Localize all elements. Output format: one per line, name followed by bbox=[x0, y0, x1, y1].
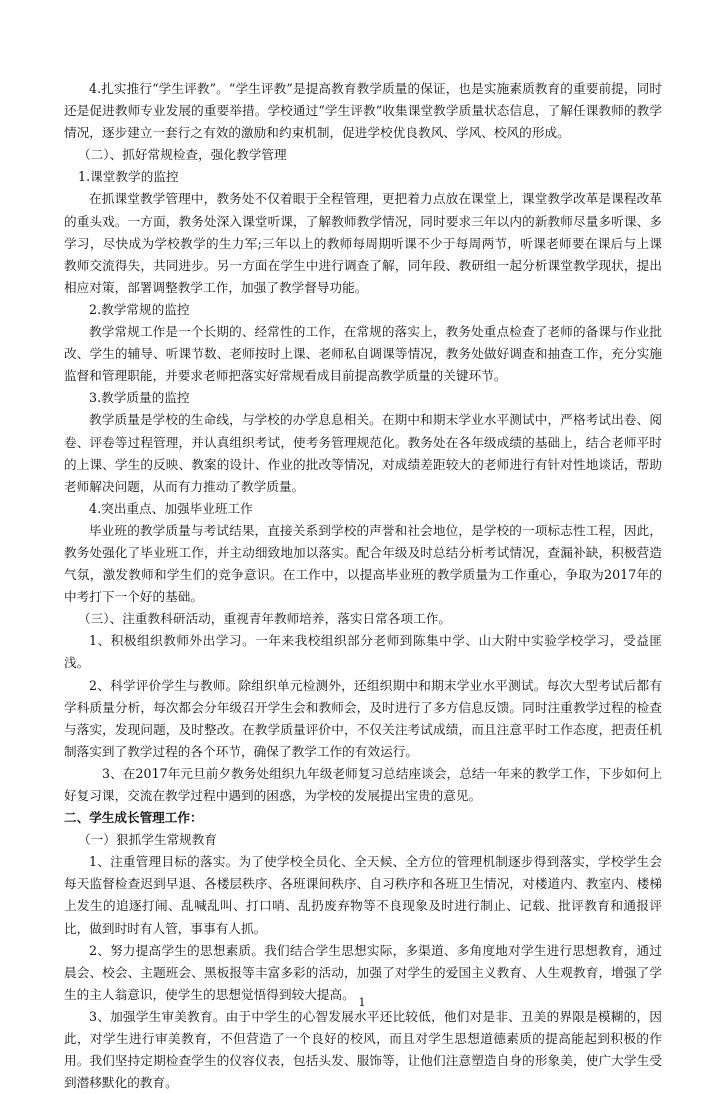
section-heading-research: （三）、注重教科研活动，重视青年教师培养，落实日常各项工作。 bbox=[78, 611, 452, 627]
subheading-graduating-class: 4.突出重点、加强毕业班工作 bbox=[89, 500, 253, 516]
paragraph-evaluation: 2、科学评价学生与教师。除组织单元检测外，还组织期中和期末学业水平测试。每次大型考试后都有学科质量分析，每次都会分年级召开学生会和教师会，及时进行了多方信息反馈。同时注重教学过程的检查与落实，发现问题，及时整改。在教学质量评价中，不仅关注考试成绩，而且注意平时工作态度，把责任机制落实到了教学过程的各个环节，确保了教学工作的有效运行。 bbox=[64, 677, 662, 759]
section-heading-routine-education: （一）狠抓学生常规教育 bbox=[78, 832, 218, 848]
paragraph-ideological-quality: 2、努力提高学生的思想素质。我们结合学生思想实际，多渠道、多角度地对学生进行思想教育，通过晨会、校会、主题班会、黑板报等丰富多彩的活动，加强了对学生的爱国主义教育、人生观教育，增强了学生的主人翁意识，使学生的思想觉悟得到较大提高。 bbox=[64, 942, 662, 1002]
paragraph-aesthetic-education: 3、加强学生审美教育。由于中学生的心智发展水平还比较低，他们对是非、丑美的界限是模糊的，因此，对学生进行审美教育，不但营造了一个良好的校风，而且对学生思想道德素质的提高能起到积极的作用。我们坚持定期检查学生的仪容仪表，包括头发、服饰等，让他们注意塑造自身的形象美，使广大学生受到潜移默化的教育。 bbox=[64, 1008, 662, 1091]
paragraph-review-meeting: 3、在2017年元旦前夕教务处组织九年级老师复习总结座谈会，总结一年来的教学工作，下步如何上好复习课，交流在教学过程中遇到的困惑，为学校的发展提出宝贵的意见。 bbox=[64, 765, 662, 803]
paragraph-quality-monitoring: 教学质量是学校的生命线，与学校的办学息息相关。在期中和期末学业水平测试中，严格考试出卷、阅卷、评卷等过程管理，并认真组织考试，使考务管理规范化。教务处在各年级成绩的基础上，结合老师平时的上课、学生的反映、教案的设计、作业的批改等情况，对成绩差距较大的老师进行有针对性地谈话，帮助老师解决问题，从而有力推动了教学质量。 bbox=[64, 412, 662, 494]
paragraph-student-evaluation: 4.扎实推行“学生评教”。“学生评教”是提高教育教学质量的保证，也是实施素质教育的重要前提，同时还是促进教师专业发展的重要举措。学校通过“学生评教”收集课堂教学质量状态信息，了解任课教师的教学情况，逐步建立一套行之有效的激励和约束机制，促进学校优良教风、学风、校风的形成。 bbox=[64, 81, 662, 141]
paragraph-graduating-class: 毕业班的教学质量与考试结果，直接关系到学校的声誉和社会地位，是学校的一项标志性工程，因此，教务处强化了毕业班工作，并主动细致地加以落实。配合年级及时总结分析考试情况，查漏补缺，积极营造气氛，激发教师和学生们的竞争意识。在工作中，以提高毕业班的教学质量为工作重心，争取为2017年的中考打下一个好的基础。 bbox=[64, 522, 662, 605]
page-number: 1 bbox=[358, 996, 366, 1009]
subheading-routine-monitoring: 2.教学常规的监控 bbox=[89, 301, 190, 317]
paragraph-management-goals: 1、注重管理目标的落实。为了使学校全员化、全天候、全方位的管理机制逐步得到落实，学校学生会每天监督检查迟到早退、各楼层秩序、各班课间秩序、自习秩序和各班卫生情况，对楼道内、教室内、楼梯上发生的追逐打闹、乱喊乱叫、打口哨、乱扔废弃物等不良现象及时进行制止、记载、批评教育和通报评比，做到时时有人管，事事有人抓。 bbox=[64, 854, 662, 936]
chapter-heading-student-growth: 二、学生成长管理工作： bbox=[64, 810, 203, 826]
subheading-classroom-monitoring: 1.课堂教学的监控 bbox=[78, 169, 179, 185]
paragraph-classroom-monitoring: 在抓课堂教学管理中，教务处不仅着眼于全程管理，更把着力点放在课堂上，课堂教学改革是课程改革的重头戏。一方面，教务处深入课堂听课，了解教师教学情况，同时要求三年以内的新教师尽量多听课、多学习，尽快成为学校教学的生力军;三年以上的教师每周期听课不少于每周两节，听课老师要在课后与上课教师交流得失，共同进步。另一方面在学生中进行调查了解，同年段、教研组一起分析课堂教学现状，提出相应对策，部署调整教学工作，加强了教学督导功能。 bbox=[64, 191, 662, 295]
paragraph-routine-monitoring: 教学常规工作是一个长期的、经常性的工作，在常规的落实上，教务处重点检查了老师的备课与作业批改、学生的辅导、听课节数、老师按时上课、老师私自调课等情况，教务处做好调查和抽查工作，充分实施监督和管理职能，并要求老师把落实好常规看成目前提高教学质量的关键环节。 bbox=[64, 324, 662, 384]
section-heading-routine-check: （二）、抓好常规检查，强化教学管理 bbox=[78, 147, 287, 163]
paragraph-external-study: 1、积极组织教师外出学习。一年来我校组织部分老师到陈集中学、山大附中实验学校学习，受益匪浅。 bbox=[64, 633, 662, 671]
subheading-quality-monitoring: 3.教学质量的监控 bbox=[89, 390, 190, 406]
